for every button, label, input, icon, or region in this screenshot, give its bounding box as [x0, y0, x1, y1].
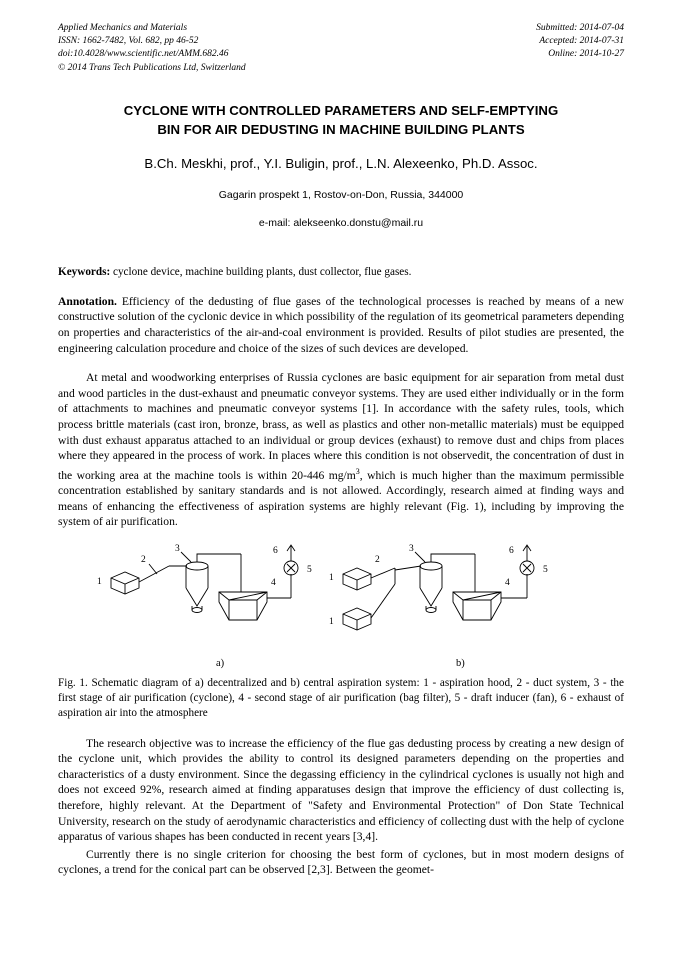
aspiration-hood-b-1 [343, 568, 371, 590]
figure-callout-a-4: 4 [271, 577, 276, 588]
figure-callout-b-6: 6 [509, 545, 514, 556]
affiliation: Gagarin prospekt 1, Rostov-on-Don, Russia, 344000 [218, 188, 464, 201]
page-title [58, 101, 624, 139]
paragraph-1-superscript: 3 [355, 466, 360, 476]
title-line-2: BIN FOR AIR DEDUSTING IN MACHINE BUILDING PLANTS [157, 121, 525, 137]
journal-name: Applied Mechanics and Materials [58, 23, 188, 33]
journal-header-left [58, 22, 246, 75]
accepted-date: Accepted: 2014-07-31 [539, 36, 624, 47]
bag-filter-b [453, 592, 501, 620]
figure-callout-b-1b: 1 [329, 616, 334, 627]
annotation-section [58, 294, 624, 356]
keywords-label: Keywords: [58, 265, 111, 278]
body-paragraph-1 [58, 370, 624, 530]
annotation-text: Efficiency of the dedusting of flue gases of the technological processes is reached by means of a new constructive solution of the cyclonic device in which possibility of the regulation of its geometrical parameters depending on properties and characteristics of the air-and-coal environment is provided. Results of pilot studies are presented, the engineering calculation procedure and choice of the sizes of such devices are developed. [58, 294, 624, 355]
submitted-date: Submitted: 2014-07-04 [536, 23, 624, 33]
figure-caption: Fig. 1. Schematic diagram of a) decentralized and b) central aspiration system: 1 - aspiration hood, 2 - duct system, 3 - the first stage of air purification (cyclone), 4 - second stage of air purification (bag filter), 5 - draft inducer (fan), 6 - exhaust of aspiration air into the atmosphere [58, 676, 624, 720]
title-line-1: CYCLONE WITH CONTROLLED PARAMETERS AND SELF-EMPTYING [123, 102, 559, 118]
annotation-label: Annotation. [58, 294, 117, 308]
author-list: B.Ch. Meskhi, prof., Y.I. Buligin, prof., L.N. Alexeenko, Ph.D. Assoc. [144, 155, 538, 171]
online-date: Online: 2014-10-27 [548, 49, 624, 60]
journal-header [58, 22, 624, 75]
figure-callout-a-3: 3 [175, 543, 180, 554]
paragraph-1-part-b: , which is much higher than the maximum permissible concentration established by sanitary standards and is not allowed. Accordingly, research aimed at finding ways and means of enhancing the effectiveness of aspiration systems are highly relevant (Fig. 1), including by improving the system of air purification. [58, 468, 624, 529]
page-content [58, 22, 624, 878]
aspiration-hood-a [111, 572, 139, 594]
journal-issn-volume: ISSN: 1662-7482, Vol. 682, pp 46-52 [58, 36, 199, 47]
bag-filter-a [219, 592, 267, 620]
figure-1-diagram [91, 540, 591, 658]
body-paragraph-2: The research objective was to increase the efficiency of the flue gas dedusting process by creating a new design of the cyclone unit, which provides the ability to control its designed parameters depending on the properties and characteristics of a dusty environment. Since the degassing efficiency in the cylindrical cyclones is usually not high and does not exceed 92%, research aimed at finding apparatuses design that improve the efficiency of dust collecting is, therefore, highly relevant. At the Department of "Safety and Environmental Protection" of Don State Technical University, research on the study of aerodynamic characteristics and efficiency of collecting dust with the help of cyclone apparatus of various shapes has been conducted in recent years [3,4]. [58, 736, 624, 844]
fan-a [284, 561, 298, 575]
figure-subcaption-b: b) [456, 657, 465, 669]
journal-header-right [536, 22, 624, 75]
figure-callout-a-6: 6 [273, 545, 278, 556]
figure-callout-a-5: 5 [307, 564, 312, 575]
cyclone-a [186, 562, 208, 613]
figure-callout-b-5: 5 [543, 564, 548, 575]
figure-callout-b-4: 4 [505, 577, 510, 588]
journal-doi: doi:10.4028/www.scientific.net/AMM.682.46 [58, 49, 229, 60]
keywords-section [58, 265, 624, 280]
body-paragraph-3: Currently there is no single criterion for choosing the best form of cyclones, but in most modern designs of cyclones, a trend for the conical part can be observed [2,3]. Between the geomet- [58, 847, 624, 877]
fan-b [520, 561, 534, 575]
journal-copyright: © 2014 Trans Tech Publications Ltd, Switzerland [58, 62, 246, 73]
figure-callout-a-1: 1 [97, 576, 102, 587]
aspiration-hood-b-2 [343, 608, 371, 630]
contact-email: e-mail: alekseenko.donstu@mail.ru [258, 216, 424, 229]
figure-subcaption-a: a) [216, 657, 225, 669]
cyclone-b [420, 562, 442, 613]
keywords-text: cyclone device, machine building plants, dust collector, flue gases. [110, 265, 412, 278]
figure-callout-a-2: 2 [141, 554, 146, 565]
paragraph-1-part-a: At metal and woodworking enterprises of Russia cyclones are basic equipment for air separation from metal dust and wood particles in the dust-exhaust and pneumatic conveyor systems. They are used either individually or in the form of attachments to machines and pneumatic conveyor systems [1]. In accordance with the safety rules, tools, which process brittle materials (cast iron, bronze, brass, as well as plastics and other non-metallic materials) must be equipped with dust exhaust apparatus attached to an individual or group devices (exhaust) to remove dust and chips from places where they appeared in the process of work. In places where this condition is not observedit, the concentration of dust in the working area at the machine tools is within 20-446 mg/m [58, 371, 624, 482]
figure-callout-b-3: 3 [409, 543, 414, 554]
figure-callout-b-1a: 1 [329, 572, 334, 583]
figure-callout-b-2: 2 [375, 554, 380, 565]
figure-subcaptions [58, 657, 624, 674]
figure-1 [58, 540, 624, 660]
